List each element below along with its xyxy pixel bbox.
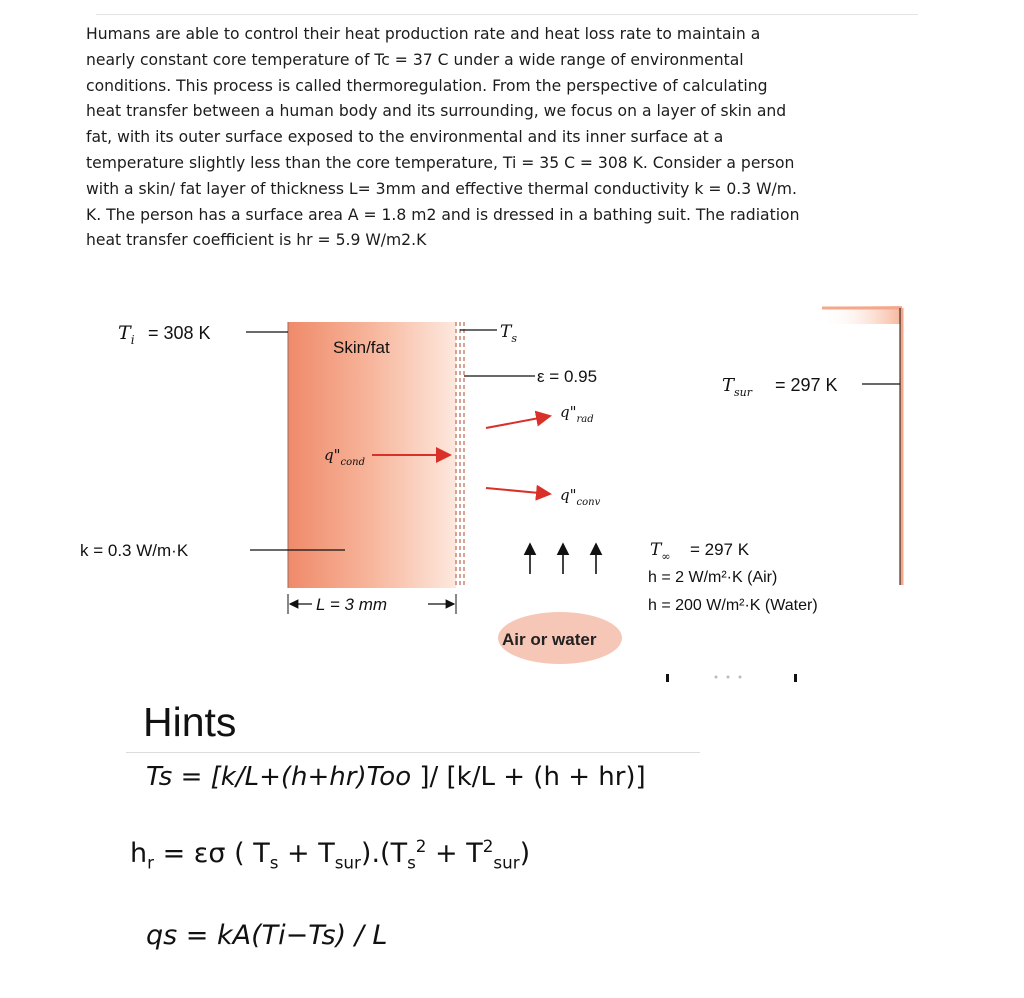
hints-divider <box>126 752 700 753</box>
formula-part: oo <box>379 762 412 792</box>
k-label: k = 0.3 W/m·K <box>80 541 189 560</box>
formula-part: sur <box>334 852 361 873</box>
formula-part: 2 <box>482 836 494 856</box>
formula-part: 2 <box>415 836 427 856</box>
q-conv-label: $q"_{conv}$ <box>560 486 601 508</box>
problem-line: conditions. This process is called thermoregulation. From the perspective of calculating <box>86 76 768 95</box>
emissivity-label: ε = 0.95 <box>537 367 598 386</box>
fluid-label: Air or water <box>502 630 597 649</box>
ti-value: = 308 K <box>148 323 211 343</box>
ti-label: $T_i$ <box>118 322 135 347</box>
q-rad-label: $q"_{rad}$ <box>560 403 594 425</box>
outer-surface-dashed <box>456 322 464 588</box>
l-label: L = 3 mm <box>316 595 388 614</box>
problem-line: with a skin/ fat layer of thickness L= 3mm and effective thermal conductivity k = 0.3 W/m. <box>86 179 797 198</box>
formula-part: sur <box>493 852 520 873</box>
h-air-label: h = 2 W/m²·K (Air) <box>648 569 778 586</box>
formula-part: ]/ [k/L + (h + hr)] <box>411 762 646 792</box>
ts-label: $T_s$ <box>500 322 517 345</box>
formula-radiation-coefficient <box>130 836 530 872</box>
problem-line: heat transfer between a human body and its surrounding, we focus on a layer of skin and <box>86 102 787 121</box>
tsur-label: $T_{sur}$ <box>722 375 753 399</box>
problem-line: temperature slightly less than the core temperature, Ti = 35 C = 308 K. Consider a person <box>86 153 795 172</box>
formula-surface-temperature <box>146 762 646 792</box>
formula-part: ) <box>519 838 531 869</box>
formula-heat-flux: qs = kA(Ti−Ts) / L <box>146 920 388 951</box>
tinf-label: $T_\infty$ <box>650 540 671 563</box>
stray-dots <box>715 676 742 679</box>
tsur-value: = 297 K <box>775 375 838 395</box>
flow-arrows <box>530 544 596 574</box>
problem-line: nearly constant core temperature of Tc = 37 C under a wide range of environmental <box>86 50 744 69</box>
stray-marks <box>666 674 797 682</box>
formula-part: s <box>407 852 416 873</box>
formula-part: + T <box>278 838 335 869</box>
tinf-value: = 297 K <box>690 540 750 559</box>
problem-line: fat, with its outer surface exposed to the environmental and its inner surface at a <box>86 128 724 147</box>
problem-line: Humans are able to control their heat production rate and heat loss rate to maintain a <box>86 25 761 43</box>
formula-part: + T <box>426 838 483 869</box>
problem-line: K. The person has a surface area A = 1.8 m2 and is dressed in a bathing suit. The radiation <box>86 205 800 224</box>
formula-part: r <box>147 852 155 873</box>
q-rad-arrow <box>486 416 550 428</box>
hints-title: Hints <box>143 699 237 745</box>
q-conv-arrow <box>486 488 550 494</box>
formula-part: ).(T <box>360 838 408 869</box>
formula-part: s <box>269 852 279 873</box>
formula-part: Ts = [k/L+(h+hr)T <box>146 762 380 792</box>
formula-part: = εσ ( T <box>154 838 270 869</box>
h-water-label: h = 200 W/m²·K (Water) <box>648 597 818 614</box>
formula-part: h <box>130 838 148 869</box>
q-cond-label: $q"_{cond}$ <box>324 446 365 468</box>
problem-line: heat transfer coefficient is hr = 5.9 W/m2.K <box>86 231 427 250</box>
skin-fat-label: Skin/fat <box>333 338 390 357</box>
